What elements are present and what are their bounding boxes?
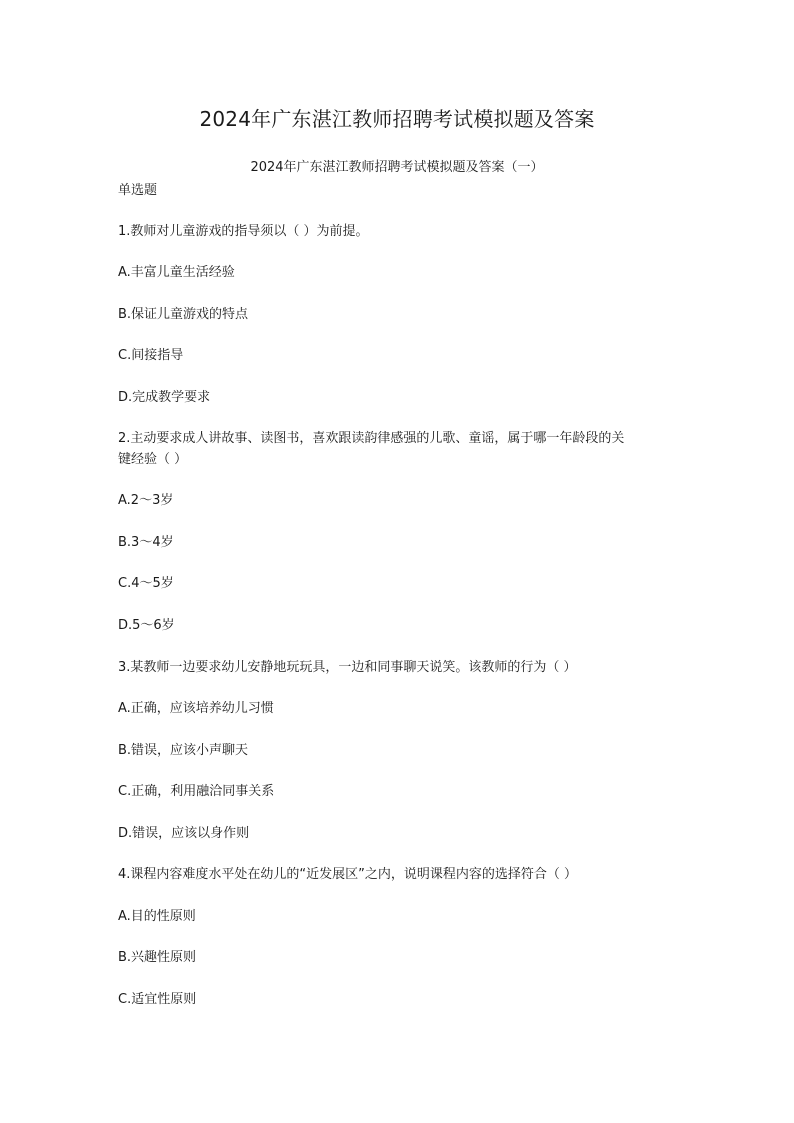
question-2-option-b: B.3～4岁 xyxy=(118,535,174,550)
question-3-stem: 3.某教师一边要求幼儿安静地玩玩具，一边和同事聊天说笑。该教师的行为（ ） xyxy=(118,660,577,675)
document-title: 2024年广东湛江教师招聘考试模拟题及答案 xyxy=(199,107,595,131)
question-1-option-b: B.保证儿童游戏的特点 xyxy=(118,307,249,322)
question-2-option-c: C.4～5岁 xyxy=(118,576,174,591)
question-2-stem-line1: 2.主动要求成人讲故事、读图书，喜欢跟读韵律感强的儿歌、童谣，属于哪一年龄段的关 xyxy=(118,431,625,446)
question-2-option-d: D.5～6岁 xyxy=(118,618,175,633)
question-1-option-a: A.丰富儿童生活经验 xyxy=(118,265,235,280)
section-title: 2024年广东湛江教师招聘考试模拟题及答案（一） xyxy=(250,160,544,175)
question-type-label: 单选题 xyxy=(118,183,158,198)
question-4-stem: 4.课程内容难度水平处在幼儿的“近发展区”之内，说明课程内容的选择符合（ ） xyxy=(118,867,578,882)
question-3-option-b: B.错误，应该小声聊天 xyxy=(118,743,249,758)
question-2-stem-line2: 键经验（ ） xyxy=(118,452,188,467)
question-1-option-d: D.完成教学要求 xyxy=(118,390,211,405)
question-4-option-b: B.兴趣性原则 xyxy=(118,950,197,965)
question-4-option-c: C.适宜性原则 xyxy=(118,992,197,1007)
question-1-option-c: C.间接指导 xyxy=(118,348,184,363)
question-1-stem: 1.教师对儿童游戏的指导须以（ ）为前提。 xyxy=(118,224,369,239)
question-3-option-c: C.正确，利用融洽同事关系 xyxy=(118,784,275,799)
question-2-option-a: A.2～3岁 xyxy=(118,493,174,508)
question-3-option-d: D.错误，应该以身作则 xyxy=(118,826,250,841)
question-4-option-a: A.目的性原则 xyxy=(118,909,196,924)
question-3-option-a: A.正确，应该培养幼儿习惯 xyxy=(118,701,274,716)
